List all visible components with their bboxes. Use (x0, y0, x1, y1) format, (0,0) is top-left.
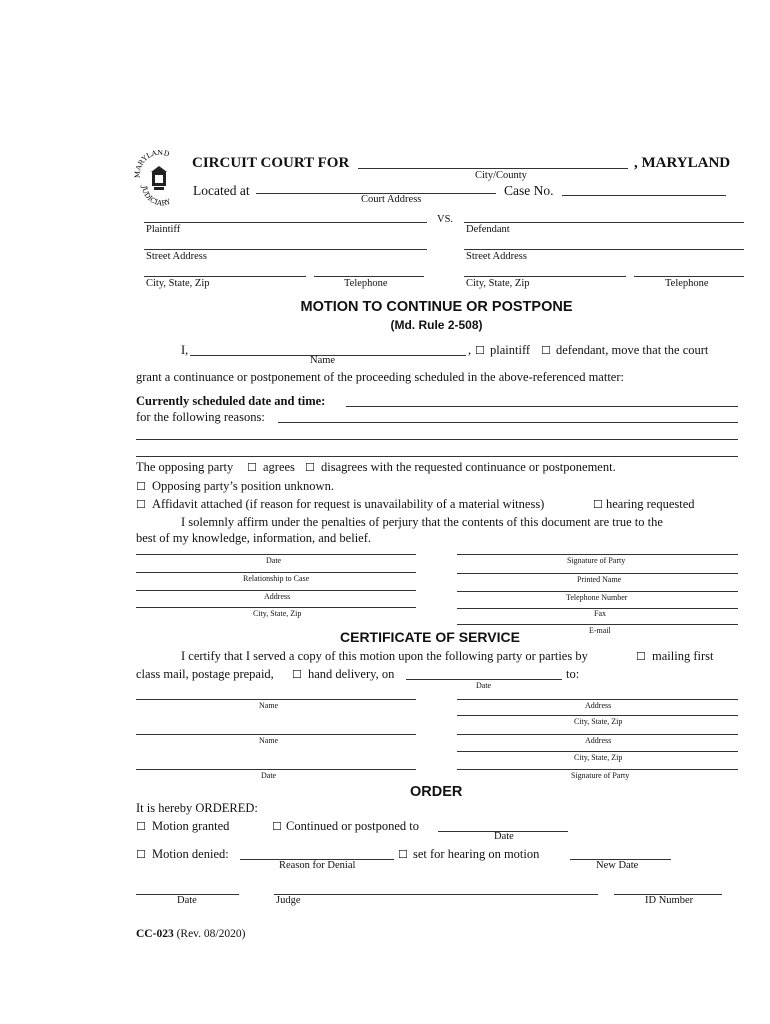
to-label: to: (566, 667, 580, 681)
certificate-title: CERTIFICATE OF SERVICE (340, 629, 520, 645)
plaintiff-city-field[interactable] (144, 276, 306, 277)
reasons-field-2[interactable] (136, 439, 738, 440)
service-city-1-field[interactable] (457, 715, 738, 716)
i-label: I, (181, 343, 189, 357)
defendant-checkbox[interactable]: ☐ (541, 344, 551, 357)
ordered-label: It is hereby ORDERED: (136, 801, 258, 815)
motion-denied-checkbox[interactable]: ☐ (136, 848, 146, 861)
class-mail-label: class mail, postage prepaid, (136, 667, 274, 681)
motion-granted-label: Motion granted (152, 819, 230, 833)
mailing-checkbox[interactable]: ☐ (636, 650, 646, 663)
order-title: ORDER (410, 784, 463, 800)
email-caption: E-mail (589, 626, 611, 635)
defendant-field[interactable] (464, 222, 744, 223)
plaintiff-street-caption: Street Address (146, 251, 207, 262)
hand-delivery-label: hand delivery, on (308, 667, 395, 681)
service-city-1-caption: City, State, Zip (574, 717, 623, 726)
service-name-1-field[interactable] (136, 699, 416, 700)
plaintiff-checkbox[interactable]: ☐ (475, 344, 485, 357)
service-date-caption: Date (476, 681, 492, 690)
sign-address-caption: Address (264, 592, 291, 601)
defendant-telephone-caption: Telephone (665, 278, 709, 289)
defendant-city-caption: City, State, Zip (466, 278, 530, 289)
defendant-street-caption: Street Address (466, 251, 527, 262)
sign-date-caption: Date (266, 556, 282, 565)
plaintiff-telephone-field[interactable] (314, 276, 424, 277)
svg-text:JUDICIARY: JUDICIARY (139, 185, 172, 208)
defendant-option-label: defendant, move that the court (556, 343, 709, 357)
service-address-1-caption: Address (585, 701, 612, 710)
reasons-field-3[interactable] (136, 456, 738, 457)
mailing-label: mailing first (652, 649, 714, 663)
signature-field[interactable] (457, 554, 738, 555)
affidavit-label: Affidavit attached (if reason for request is unavailability of a material witness) (152, 497, 545, 511)
affirmation-text-1: I solemnly affirm under the penalties of perjury that the contents of this document are true to the (181, 515, 663, 529)
city-county-field[interactable] (358, 168, 628, 169)
city-county-caption: City/County (475, 170, 527, 181)
service-city-2-caption: City, State, Zip (574, 753, 623, 762)
service-city-2-field[interactable] (457, 751, 738, 752)
scheduled-date-field[interactable] (346, 406, 738, 407)
continuance-request-text: grant a continuance or postponement of the proceeding scheduled in the above-referenced matter: (136, 370, 624, 384)
continued-checkbox[interactable]: ☐ (272, 820, 282, 833)
hearing-requested-checkbox[interactable]: ☐ (593, 498, 603, 511)
service-name-2-field[interactable] (136, 734, 416, 735)
fax-caption: Fax (594, 609, 606, 618)
service-name-1-caption: Name (259, 701, 279, 710)
agrees-checkbox[interactable]: ☐ (247, 461, 257, 474)
signature-caption: Signature of Party (567, 556, 626, 565)
reason-for-denial-caption: Reason for Denial (279, 860, 356, 871)
telephone-number-caption: Telephone Number (566, 593, 628, 602)
service-signature-field[interactable] (457, 769, 738, 770)
form-number: CC-023 (136, 928, 174, 940)
email-field[interactable] (457, 624, 738, 625)
position-unknown-checkbox[interactable]: ☐ (136, 480, 146, 493)
service-address-1-field[interactable] (457, 699, 738, 700)
plaintiff-street-field[interactable] (144, 249, 427, 250)
certify-text: I certify that I served a copy of this motion upon the following party or parties by (181, 649, 588, 663)
court-label: CIRCUIT COURT FOR (192, 155, 350, 171)
service-address-2-caption: Address (585, 736, 612, 745)
name-caption: Name (310, 355, 336, 366)
case-no-field[interactable] (562, 195, 726, 196)
hearing-requested-label: hearing requested (606, 497, 695, 511)
defendant-telephone-field[interactable] (634, 276, 744, 277)
plaintiff-telephone-caption: Telephone (344, 278, 388, 289)
motion-denied-label: Motion denied: (152, 847, 229, 861)
motion-granted-checkbox[interactable]: ☐ (136, 820, 146, 833)
service-sign-date-caption: Date (261, 771, 277, 780)
telephone-number-field[interactable] (457, 591, 738, 592)
hand-delivery-checkbox[interactable]: ☐ (292, 668, 302, 681)
set-hearing-checkbox[interactable]: ☐ (398, 848, 408, 861)
sign-date-field[interactable] (136, 554, 416, 555)
service-name-2-caption: Name (259, 736, 279, 745)
reasons-label: for the following reasons: (136, 410, 265, 424)
printed-name-caption: Printed Name (577, 575, 622, 584)
maryland-judiciary-seal-icon (134, 150, 186, 210)
plaintiff-city-caption: City, State, Zip (146, 278, 210, 289)
comma: , (468, 343, 472, 357)
new-date-caption: New Date (596, 860, 639, 871)
defendant-street-field[interactable] (464, 249, 744, 250)
state-label: , MARYLAND (634, 155, 731, 171)
defendant-city-field[interactable] (464, 276, 626, 277)
disagrees-checkbox[interactable]: ☐ (305, 461, 315, 474)
service-sign-date-field[interactable] (136, 769, 416, 770)
sign-city-field[interactable] (136, 607, 416, 608)
continued-date-caption: Date (494, 831, 514, 842)
court-address-caption: Court Address (361, 194, 422, 205)
plaintiff-option-label: plaintiff (490, 343, 531, 357)
relationship-caption: Relationship to Case (243, 574, 310, 583)
relationship-field[interactable] (136, 572, 416, 573)
judge-caption: Judge (276, 895, 301, 906)
agrees-label: agrees (263, 460, 295, 474)
case-no-label: Case No. (504, 183, 554, 198)
printed-name-field[interactable] (457, 573, 738, 574)
form-footer (136, 928, 245, 940)
id-number-caption: ID Number (645, 895, 694, 906)
sign-city-caption: City, State, Zip (253, 609, 302, 618)
reasons-field-1[interactable] (278, 422, 738, 423)
service-address-2-field[interactable] (457, 734, 738, 735)
order-date-caption: Date (177, 895, 197, 906)
located-at-label: Located at (193, 183, 250, 198)
disagrees-label: disagrees with the requested continuance or postponement. (321, 460, 616, 474)
position-unknown-label: Opposing party’s position unknown. (152, 479, 334, 493)
service-date-field[interactable] (406, 679, 562, 680)
defendant-caption: Defendant (466, 224, 510, 235)
continued-label: Continued or postponed to (286, 819, 419, 833)
svg-text:MARYLAND: MARYLAND (134, 150, 171, 179)
motion-title: MOTION TO CONTINUE OR POSTPONE (300, 299, 573, 315)
scheduled-date-label: Currently scheduled date and time: (136, 394, 326, 408)
affidavit-checkbox[interactable]: ☐ (136, 498, 146, 511)
affirmation-text-2: best of my knowledge, information, and belief. (136, 531, 372, 545)
set-hearing-label: set for hearing on motion (413, 847, 540, 861)
form-revision: (Rev. 08/2020) (176, 928, 246, 940)
plaintiff-caption: Plaintiff (146, 224, 181, 235)
judge-signature-field[interactable] (274, 894, 598, 895)
motion-subtitle: (Md. Rule 2-508) (390, 318, 483, 332)
plaintiff-field[interactable] (144, 222, 427, 223)
vs-label: VS. (437, 214, 454, 225)
opposing-party-label: The opposing party (136, 460, 234, 474)
service-signature-caption: Signature of Party (571, 771, 630, 780)
sign-address-field[interactable] (136, 590, 416, 591)
